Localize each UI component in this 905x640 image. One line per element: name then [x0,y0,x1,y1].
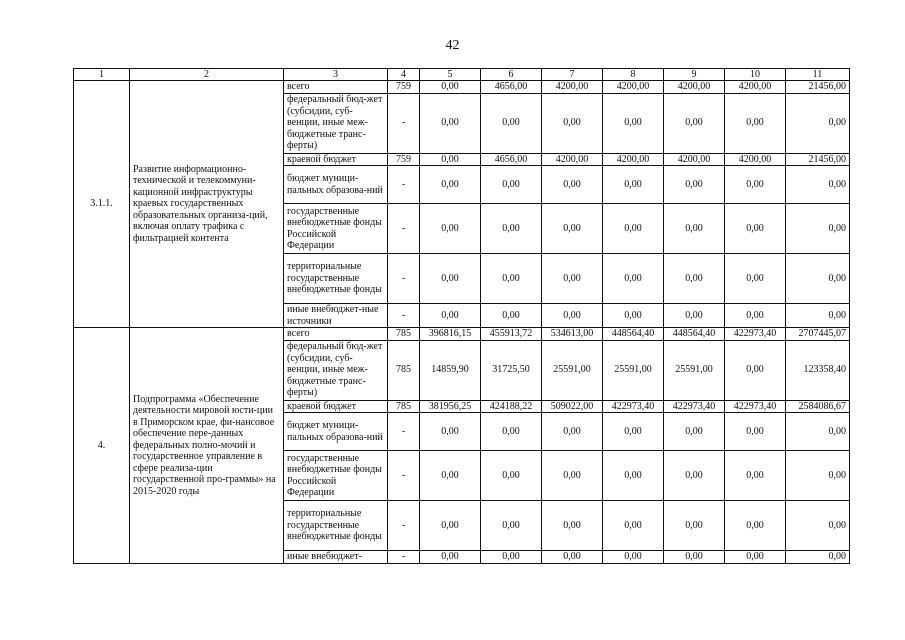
value-cell-col-7: 0,00 [542,254,603,304]
value-cell-col-8: 0,00 [603,204,664,254]
value-cell-col-8: 448564,40 [603,328,664,341]
value-cell-col-10: 0,00 [725,451,786,501]
value-cell-col-5: 0,00 [420,166,481,204]
funding-source: иные внебюджет-ные источники [284,304,388,328]
value-cell-col-10: 0,00 [725,93,786,153]
column-header-10: 10 [725,69,786,81]
value-cell-col-11: 123358,40 [786,340,850,400]
value-cell-col-10: 422973,40 [725,328,786,341]
value-cell-col-11: 0,00 [786,254,850,304]
column-header-2: 2 [130,69,284,81]
value-cell-col-9: 0,00 [664,304,725,328]
value-cell-col-10: 0,00 [725,501,786,551]
column-header-4: 4 [388,69,420,81]
funding-source: иные внебюджет- [284,551,388,564]
column-4-cell: - [388,451,420,501]
value-cell-col-8: 0,00 [603,501,664,551]
section-code: 4. [74,328,130,564]
value-cell-col-7: 0,00 [542,304,603,328]
value-cell-col-9: 448564,40 [664,328,725,341]
value-cell-col-6: 0,00 [481,166,542,204]
value-cell-col-11: 2584086,67 [786,400,850,413]
value-cell-col-6: 455913,72 [481,328,542,341]
value-cell-col-11: 0,00 [786,204,850,254]
value-cell-col-10: 0,00 [725,204,786,254]
budget-table [73,68,850,564]
value-cell-col-7: 534613,00 [542,328,603,341]
value-cell-col-8: 422973,40 [603,400,664,413]
value-cell-col-7: 0,00 [542,501,603,551]
value-cell-col-7: 0,00 [542,451,603,501]
column-4-cell: - [388,204,420,254]
column-header-8: 8 [603,69,664,81]
value-cell-col-5: 0,00 [420,93,481,153]
funding-source: краевой бюджет [284,400,388,413]
value-cell-col-9: 0,00 [664,501,725,551]
value-cell-col-8: 0,00 [603,451,664,501]
value-cell-col-11: 0,00 [786,451,850,501]
value-cell-col-10: 0,00 [725,413,786,451]
funding-source: бюджет муници-пальных образова-ний [284,166,388,204]
value-cell-col-11: 0,00 [786,166,850,204]
value-cell-col-10: 0,00 [725,340,786,400]
value-cell-col-6: 0,00 [481,413,542,451]
value-cell-col-9: 0,00 [664,551,725,564]
value-cell-col-6: 0,00 [481,451,542,501]
column-4-cell: - [388,551,420,564]
value-cell-col-5: 0,00 [420,254,481,304]
value-cell-col-8: 0,00 [603,304,664,328]
value-cell-col-10: 0,00 [725,254,786,304]
column-4-cell: - [388,501,420,551]
column-4-cell: - [388,254,420,304]
column-header-7: 7 [542,69,603,81]
section-name: Развитие информационно-технической и телекоммуни-кационной инфраструктуры краевых государственных образовательных организа-ций, включая оплату трафика с фильтрацией контента [130,81,284,328]
column-header-1: 1 [74,69,130,81]
funding-source: всего [284,328,388,341]
value-cell-col-9: 0,00 [664,93,725,153]
value-cell-col-5: 0,00 [420,204,481,254]
value-cell-col-11: 21456,00 [786,153,850,166]
column-4-cell: - [388,304,420,328]
value-cell-col-6: 0,00 [481,551,542,564]
value-cell-col-7: 4200,00 [542,81,603,94]
funding-source: территориальные государственные внебюджетные фонды [284,501,388,551]
value-cell-col-8: 0,00 [603,166,664,204]
value-cell-col-11: 0,00 [786,304,850,328]
value-cell-col-8: 0,00 [603,93,664,153]
value-cell-col-7: 0,00 [542,166,603,204]
column-header-3: 3 [284,69,388,81]
value-cell-col-7: 0,00 [542,413,603,451]
column-4-cell: - [388,166,420,204]
value-cell-col-9: 0,00 [664,413,725,451]
column-4-cell: 759 [388,81,420,94]
value-cell-col-5: 396816,15 [420,328,481,341]
funding-source: территориальные государственные внебюджетные фонды [284,254,388,304]
value-cell-col-8: 0,00 [603,413,664,451]
value-cell-col-9: 25591,00 [664,340,725,400]
value-cell-col-10: 0,00 [725,304,786,328]
value-cell-col-7: 0,00 [542,551,603,564]
column-4-cell: 785 [388,400,420,413]
value-cell-col-8: 0,00 [603,254,664,304]
value-cell-col-5: 14859,90 [420,340,481,400]
value-cell-col-11: 21456,00 [786,81,850,94]
value-cell-col-5: 381956,25 [420,400,481,413]
value-cell-col-6: 0,00 [481,501,542,551]
value-cell-col-6: 424188,22 [481,400,542,413]
funding-source: федеральный бюд-жет (субсидии, суб-венции, иные меж-бюджетные транс-ферты) [284,340,388,400]
value-cell-col-8: 4200,00 [603,153,664,166]
column-header-6: 6 [481,69,542,81]
column-4-cell: - [388,93,420,153]
value-cell-col-8: 4200,00 [603,81,664,94]
value-cell-col-9: 422973,40 [664,400,725,413]
value-cell-col-9: 0,00 [664,451,725,501]
value-cell-col-11: 0,00 [786,551,850,564]
funding-source: федеральный бюд-жет (субсидии, суб-венции, иные меж-бюджетные транс-ферты) [284,93,388,153]
funding-source: государственные внебюджетные фонды Российской Федерации [284,451,388,501]
value-cell-col-6: 4656,00 [481,153,542,166]
column-4-cell: 759 [388,153,420,166]
value-cell-col-5: 0,00 [420,501,481,551]
column-header-5: 5 [420,69,481,81]
value-cell-col-11: 0,00 [786,413,850,451]
column-4-cell: 785 [388,328,420,341]
value-cell-col-10: 0,00 [725,551,786,564]
column-4-cell: 785 [388,340,420,400]
value-cell-col-11: 0,00 [786,501,850,551]
table-row [74,328,850,341]
value-cell-col-5: 0,00 [420,551,481,564]
section-name: Подпрограмма «Обеспечение деятельности мировой юсти-ции в Приморском крае, фи-нансовое обеспечение пере-данных федеральных полно-мочий и государственное управление в сфере реализа-ции государственной про-граммы» на 2015-2020 годы [130,328,284,564]
value-cell-col-7: 25591,00 [542,340,603,400]
value-cell-col-6: 0,00 [481,204,542,254]
funding-source: бюджет муници-пальных образова-ний [284,413,388,451]
column-4-cell: - [388,413,420,451]
value-cell-col-10: 422973,40 [725,400,786,413]
value-cell-col-7: 509022,00 [542,400,603,413]
value-cell-col-9: 0,00 [664,254,725,304]
funding-source: государственные внебюджетные фонды Российской Федерации [284,204,388,254]
value-cell-col-8: 0,00 [603,551,664,564]
value-cell-col-7: 0,00 [542,204,603,254]
page-number: 42 [445,38,460,53]
value-cell-col-5: 0,00 [420,451,481,501]
value-cell-col-9: 4200,00 [664,153,725,166]
value-cell-col-6: 4656,00 [481,81,542,94]
value-cell-col-5: 0,00 [420,304,481,328]
value-cell-col-7: 0,00 [542,93,603,153]
value-cell-col-9: 0,00 [664,166,725,204]
funding-source: краевой бюджет [284,153,388,166]
column-header-11: 11 [786,69,850,81]
value-cell-col-9: 4200,00 [664,81,725,94]
value-cell-col-10: 4200,00 [725,153,786,166]
value-cell-col-11: 2707445,07 [786,328,850,341]
section-code: 3.1.1. [74,81,130,328]
header-row [74,69,850,81]
value-cell-col-5: 0,00 [420,153,481,166]
value-cell-col-6: 31725,50 [481,340,542,400]
value-cell-col-5: 0,00 [420,81,481,94]
value-cell-col-9: 0,00 [664,204,725,254]
value-cell-col-6: 0,00 [481,304,542,328]
value-cell-col-6: 0,00 [481,93,542,153]
column-header-9: 9 [664,69,725,81]
table-row [74,81,850,94]
value-cell-col-11: 0,00 [786,93,850,153]
value-cell-col-6: 0,00 [481,254,542,304]
value-cell-col-10: 4200,00 [725,81,786,94]
value-cell-col-10: 0,00 [725,166,786,204]
funding-source: всего [284,81,388,94]
value-cell-col-8: 25591,00 [603,340,664,400]
value-cell-col-5: 0,00 [420,413,481,451]
value-cell-col-7: 4200,00 [542,153,603,166]
table-body [74,81,850,564]
